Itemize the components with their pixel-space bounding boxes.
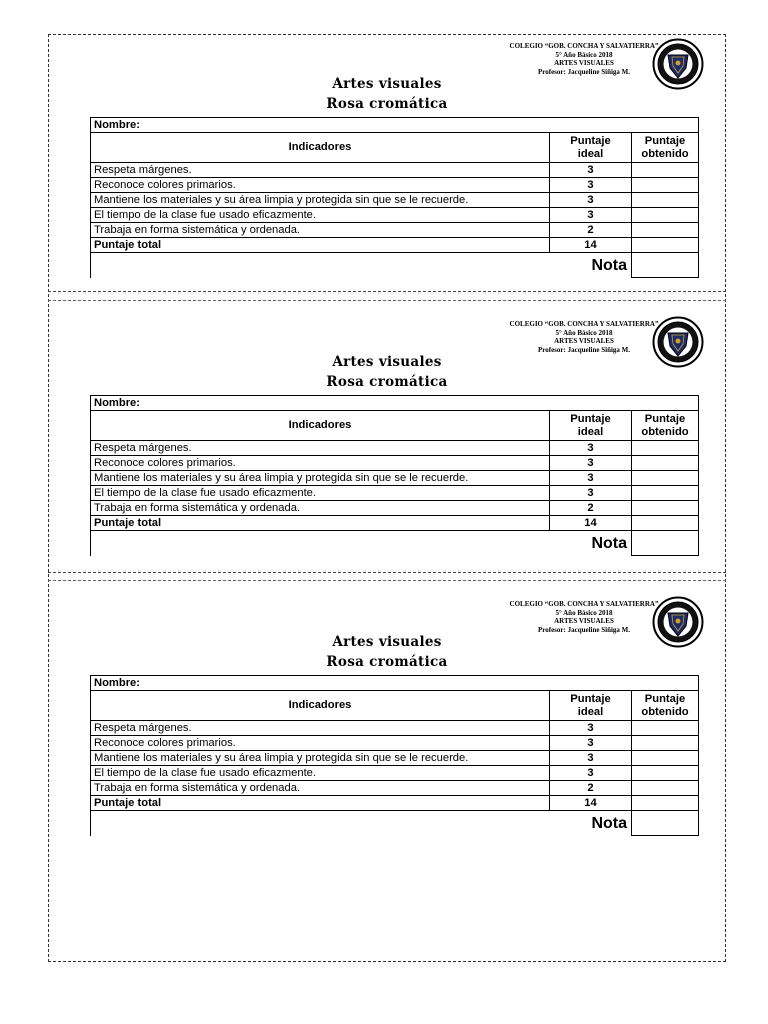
- rubric-table: [90, 675, 699, 836]
- ideal-score: 3: [550, 751, 632, 766]
- total-row: [91, 516, 699, 531]
- obtained-score-cell[interactable]: [632, 501, 699, 516]
- ideal-score: 2: [550, 501, 632, 516]
- indicator-text: El tiempo de la clase fue usado eficazmente.: [91, 208, 550, 223]
- document-title: Artes visuales: [332, 354, 442, 370]
- obtained-score-cell[interactable]: [632, 441, 699, 456]
- indicator-text: Respeta márgenes.: [91, 163, 550, 178]
- obtained-score-cell[interactable]: [632, 486, 699, 501]
- header-indicators: Indicadores: [91, 411, 550, 441]
- document-title: Artes visuales: [332, 634, 442, 650]
- ideal-score: 3: [550, 471, 632, 486]
- school-name: COLEGIO “GOB. CONCHA Y SALVATIERRA”: [509, 320, 659, 328]
- indicator-text: El tiempo de la clase fue usado eficazmente.: [91, 766, 550, 781]
- school-name: COLEGIO “GOB. CONCHA Y SALVATIERRA”: [509, 600, 659, 608]
- obtained-score-cell[interactable]: [632, 781, 699, 796]
- header-obtained: Puntaje obtenido: [632, 411, 699, 441]
- document-title: Artes visuales: [332, 76, 442, 92]
- cut-line: [48, 580, 726, 581]
- document-subtitle: Rosa cromática: [326, 654, 448, 670]
- name-label: Nombre:: [94, 396, 140, 409]
- indicator-text: Reconoce colores primarios.: [91, 178, 550, 193]
- ideal-score: 3: [550, 721, 632, 736]
- total-label: Puntaje total: [91, 238, 550, 253]
- ideal-score: 3: [550, 208, 632, 223]
- ideal-score: 3: [550, 456, 632, 471]
- indicator-text: Reconoce colores primarios.: [91, 456, 550, 471]
- ideal-score: 3: [550, 766, 632, 781]
- obtained-score-cell[interactable]: [632, 736, 699, 751]
- name-field[interactable]: [91, 396, 699, 411]
- total-label: Puntaje total: [91, 796, 550, 811]
- indicator-text: Mantiene los materiales y su área limpia y protegida sin que se le recuerde.: [91, 193, 550, 208]
- total-label: Puntaje total: [91, 516, 550, 531]
- table-row: [91, 208, 699, 223]
- header-indicators: Indicadores: [91, 691, 550, 721]
- name-label: Nombre:: [94, 118, 140, 131]
- table-row: [91, 781, 699, 796]
- total-obtained-cell[interactable]: [632, 238, 699, 253]
- nota-label: Nota: [591, 814, 627, 832]
- school-name: COLEGIO “GOB. CONCHA Y SALVATIERRA”: [509, 42, 659, 50]
- document-subtitle: Rosa cromática: [326, 96, 448, 112]
- ideal-score: 3: [550, 178, 632, 193]
- table-row: [91, 441, 699, 456]
- ideal-score: 3: [550, 193, 632, 208]
- cut-line: [48, 300, 726, 301]
- name-field[interactable]: [91, 118, 699, 133]
- name-field[interactable]: [91, 676, 699, 691]
- indicator-text: Trabaja en forma sistemática y ordenada.: [91, 501, 550, 516]
- table-row: [91, 193, 699, 208]
- nota-box[interactable]: [632, 811, 699, 836]
- table-row: [91, 178, 699, 193]
- table-row: [91, 486, 699, 501]
- grade-year: 5° Año Básico 2018: [555, 608, 613, 617]
- header-obtained: Puntaje obtenido: [632, 133, 699, 163]
- indicator-text: Trabaja en forma sistemática y ordenada.: [91, 781, 550, 796]
- total-row: [91, 796, 699, 811]
- indicator-text: Reconoce colores primarios.: [91, 736, 550, 751]
- nota-box[interactable]: [632, 253, 699, 278]
- total-value: 14: [550, 796, 632, 811]
- nota-box[interactable]: [632, 531, 699, 556]
- obtained-score-cell[interactable]: [632, 223, 699, 238]
- total-row: [91, 238, 699, 253]
- subject-name: ARTES VISUALES: [554, 337, 614, 345]
- obtained-score-cell[interactable]: [632, 766, 699, 781]
- evaluation-sheet: [48, 312, 726, 574]
- indicator-text: Mantiene los materiales y su área limpia y protegida sin que se le recuerde.: [91, 751, 550, 766]
- table-row: [91, 501, 699, 516]
- obtained-score-cell[interactable]: [632, 178, 699, 193]
- obtained-score-cell[interactable]: [632, 471, 699, 486]
- header-ideal: Puntaje ideal: [550, 691, 632, 721]
- grade-year: 5° Año Básico 2018: [555, 50, 613, 59]
- header-indicators: Indicadores: [91, 133, 550, 163]
- obtained-score-cell[interactable]: [632, 456, 699, 471]
- rubric-table: [90, 117, 699, 278]
- table-row: [91, 163, 699, 178]
- document-subtitle: Rosa cromática: [326, 374, 448, 390]
- table-row: [91, 456, 699, 471]
- indicator-text: Respeta márgenes.: [91, 721, 550, 736]
- subject-name: ARTES VISUALES: [554, 617, 614, 625]
- teacher-name: Profesor: Jacqueline Siñiga M.: [537, 345, 631, 354]
- obtained-score-cell[interactable]: [632, 208, 699, 223]
- table-row: [91, 751, 699, 766]
- total-obtained-cell[interactable]: [632, 796, 699, 811]
- obtained-score-cell[interactable]: [632, 193, 699, 208]
- table-row: [91, 223, 699, 238]
- obtained-score-cell[interactable]: [632, 721, 699, 736]
- name-label: Nombre:: [94, 676, 140, 689]
- total-obtained-cell[interactable]: [632, 516, 699, 531]
- subject-name: ARTES VISUALES: [554, 59, 614, 67]
- total-value: 14: [550, 238, 632, 253]
- ideal-score: 2: [550, 781, 632, 796]
- table-row: [91, 766, 699, 781]
- nota-label: Nota: [591, 534, 627, 552]
- indicator-text: Mantiene los materiales y su área limpia y protegida sin que se le recuerde.: [91, 471, 550, 486]
- grade-year: 5° Año Básico 2018: [555, 328, 613, 337]
- evaluation-sheet: [48, 34, 726, 296]
- obtained-score-cell[interactable]: [632, 163, 699, 178]
- ideal-score: 3: [550, 163, 632, 178]
- table-row: [91, 471, 699, 486]
- total-value: 14: [550, 516, 632, 531]
- ideal-score: 3: [550, 736, 632, 751]
- teacher-name: Profesor: Jacqueline Siñiga M.: [537, 67, 631, 76]
- nota-label: Nota: [591, 256, 627, 274]
- obtained-score-cell[interactable]: [632, 751, 699, 766]
- indicator-text: Trabaja en forma sistemática y ordenada.: [91, 223, 550, 238]
- table-row: [91, 736, 699, 751]
- ideal-score: 3: [550, 486, 632, 501]
- ideal-score: 3: [550, 441, 632, 456]
- evaluation-sheet: [48, 592, 726, 854]
- indicator-text: Respeta márgenes.: [91, 441, 550, 456]
- teacher-name: Profesor: Jacqueline Siñiga M.: [537, 625, 631, 634]
- table-row: [91, 721, 699, 736]
- ideal-score: 2: [550, 223, 632, 238]
- header-ideal: Puntaje ideal: [550, 133, 632, 163]
- indicator-text: El tiempo de la clase fue usado eficazmente.: [91, 486, 550, 501]
- rubric-table: [90, 395, 699, 556]
- header-ideal: Puntaje ideal: [550, 411, 632, 441]
- header-obtained: Puntaje obtenido: [632, 691, 699, 721]
